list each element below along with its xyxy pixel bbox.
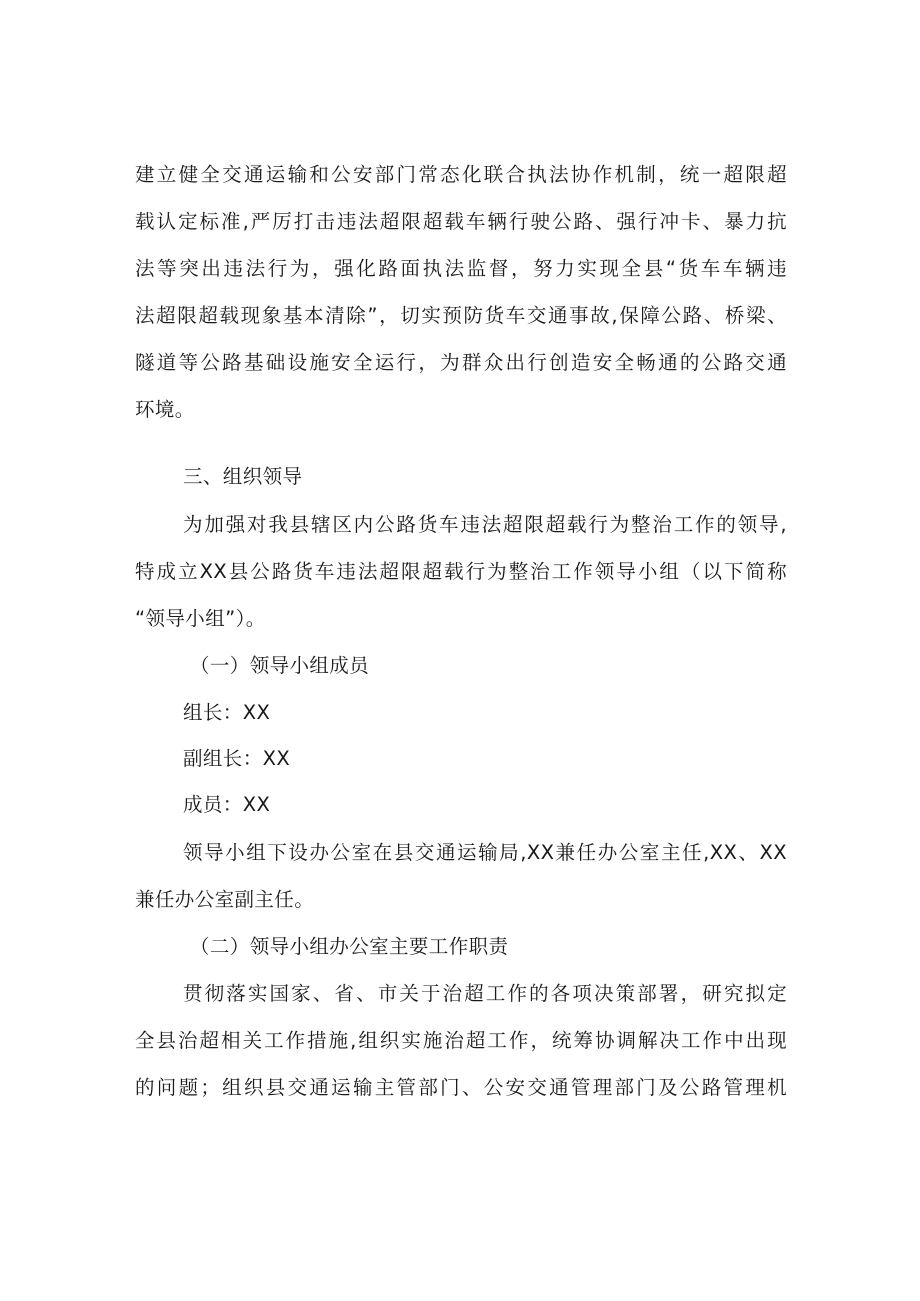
subsection-heading-duties: （二）领导小组办公室主要工作职责 xyxy=(190,935,509,958)
paragraph-3-line-1: 领导小组下设办公室在县交通运输局,XX兼任办公室主任,XX、XX xyxy=(183,841,787,864)
member-deputy-leader: 副组长：XX xyxy=(183,747,291,770)
paragraph-1-line-1: 建立健全交通运输和公安部门常态化联合执法协作机制，统一超限超 xyxy=(135,163,787,186)
paragraph-4-line-3: 的问题；组织县交通运输主管部门、公安交通管理部门及公路管理机 xyxy=(135,1076,787,1099)
paragraph-2-line-1: 为加强对我县辖区内公路货车违法超限超载行为整治工作的领导, xyxy=(183,513,787,536)
paragraph-4-line-2: 全县治超相关工作措施,组织实施治超工作，统筹协调解决工作中出现 xyxy=(135,1029,787,1052)
section-heading-organization: 三、组织领导 xyxy=(183,465,303,488)
paragraph-1-line-4: 法超限超载现象基本清除”，切实预防货车交通事故,保障公路、桥梁、 xyxy=(135,304,787,327)
paragraph-1-line-2: 载认定标准,严厉打击违法超限超载车辆行驶公路、强行冲卡、暴力抗 xyxy=(135,210,787,233)
paragraph-4-line-1: 贯彻落实国家、省、市关于治超工作的各项决策部署，研究拟定 xyxy=(183,982,787,1005)
paragraph-1-line-3: 法等突出违法行为，强化路面执法监督，努力实现全县“货车车辆违 xyxy=(135,257,787,280)
paragraph-2-line-3: “领导小组”）。 xyxy=(135,607,266,630)
subsection-heading-members: （一）领导小组成员 xyxy=(190,654,370,677)
paragraph-2-line-2: 特成立XX县公路货车违法超限超载行为整治工作领导小组（以下简称 xyxy=(135,560,787,583)
paragraph-1-line-5: 隧道等公路基础设施安全运行，为群众出行创造安全畅通的公路交通 xyxy=(135,351,787,374)
paragraph-3-line-2: 兼任办公室副主任。 xyxy=(135,888,315,911)
member-leader: 组长：XX xyxy=(183,701,271,724)
paragraph-1-line-6: 环境。 xyxy=(135,398,195,421)
member-members: 成员：XX xyxy=(183,793,271,816)
